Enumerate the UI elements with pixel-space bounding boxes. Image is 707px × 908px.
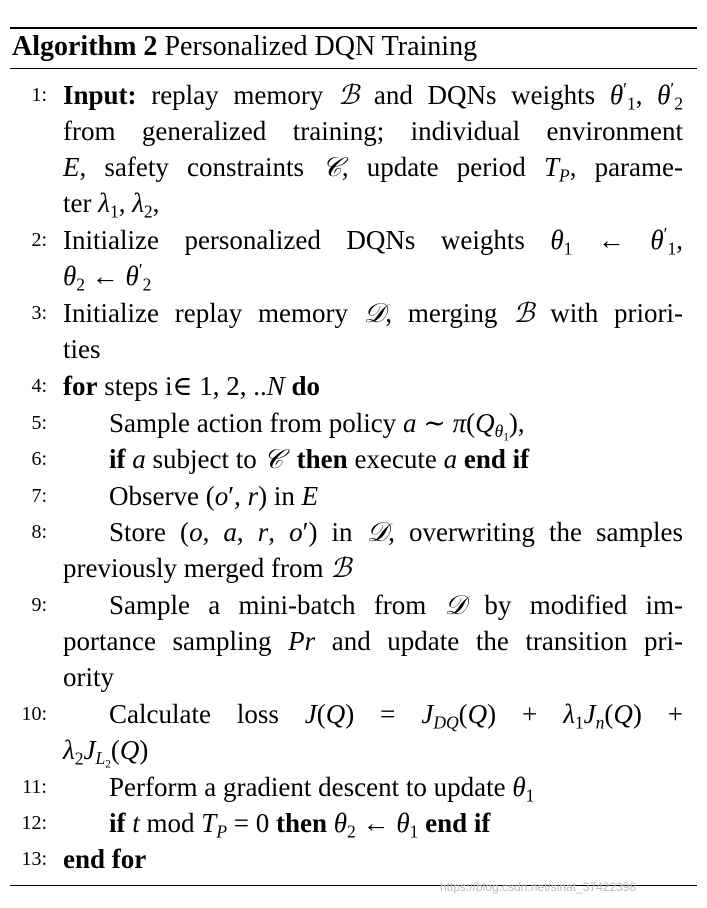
step-text: end for (63, 844, 147, 874)
step-text: Perform a gradient descent to update $\theta_1$ (109, 772, 535, 806)
step-text: Store (o, a, r, o′) in 𝒟, overwriting the samples (109, 517, 684, 548)
step-2 (0, 225, 707, 261)
step-text: Sample a mini-batch from 𝒟 by modified im- (109, 590, 683, 621)
step-5 (0, 408, 707, 444)
line-number: 5: (31, 412, 47, 434)
step-text: portance sampling Pr and update the transition pri- (63, 626, 683, 656)
top-rule (10, 27, 697, 29)
step-text: ties (63, 334, 101, 364)
line-number: 4: (31, 375, 47, 397)
step-9-line-2 (0, 626, 707, 662)
line-number: 9: (31, 594, 47, 616)
line-number: 12: (21, 812, 47, 834)
line-number: 1: (31, 84, 47, 106)
line-number: 11: (22, 776, 47, 798)
algorithm-label: Algorithm 2 (12, 31, 158, 62)
step-6 (0, 444, 707, 480)
step-11 (0, 772, 707, 808)
line-number: 3: (31, 302, 47, 324)
step-1-line-3 (0, 152, 707, 188)
step-1-line-2 (0, 116, 707, 152)
step-10-line-2 (0, 735, 707, 771)
step-1-line-4 (0, 188, 707, 224)
step-4 (0, 371, 707, 407)
step-text: Sample action from policy a ∼ $\pi(Q_{\theta_1})$, (109, 408, 525, 444)
step-2-line-2 (0, 261, 707, 297)
step-text: $\lambda_2J_{L_2}(Q)$ (63, 735, 149, 771)
algorithm-name: Personalized DQN Training (164, 31, 478, 62)
step-text: E, safety constraints 𝒞, update period $T_P$, parame- (63, 152, 684, 186)
step-text: Calculate loss $J(Q) = J_{DQ}(Q) + \lambda_1J_n(Q)$ + (109, 699, 684, 733)
line-number: 13: (21, 848, 47, 870)
step-text: Input: replay memory ℬ and DQNs weights $\theta'_1$, $\theta'_2$ (63, 79, 683, 114)
step-1 (0, 80, 707, 116)
line-number: 10: (21, 703, 47, 725)
header-rule (10, 68, 697, 69)
step-text: if t mod $T_P = 0$ then $\theta_2$ ← $\theta_1$ end if (109, 808, 491, 842)
algorithm-title (12, 31, 477, 63)
step-text: $\theta_2$ ← $\theta'_2$ (63, 260, 152, 295)
step-12 (0, 808, 707, 844)
step-10 (0, 699, 707, 735)
step-7 (0, 481, 707, 517)
line-number: 2: (31, 229, 47, 251)
step-text: from generalized training; individual environment (63, 116, 683, 146)
line-number: 6: (31, 448, 47, 470)
watermark: https://blog.csdn.net/sinat_37422398 (440, 880, 637, 894)
step-3 (0, 298, 707, 334)
step-3-line-2 (0, 334, 707, 370)
step-9 (0, 590, 707, 626)
step-text: ter $\lambda_1$, $\lambda_2$, (63, 188, 160, 222)
line-number: 8: (31, 521, 47, 543)
step-text: ority (63, 662, 114, 692)
step-8-line-2 (0, 553, 707, 589)
step-13 (0, 844, 707, 880)
step-text: previously merged from ℬ (63, 553, 352, 584)
step-8 (0, 517, 707, 553)
step-text: Observe (o′, r) in E (109, 481, 319, 511)
line-number: 7: (31, 485, 47, 507)
step-text: Initialize personalized DQNs weights $\theta_1$ ← $\theta'_1$, (63, 224, 683, 259)
step-text: if a subject to 𝒞 then execute a end if (109, 444, 530, 475)
step-text: Initialize replay memory 𝒟, merging ℬ with priori- (63, 298, 683, 329)
step-9-line-3 (0, 662, 707, 698)
step-text: for steps i∈ 1, 2, ..N do (63, 371, 321, 401)
